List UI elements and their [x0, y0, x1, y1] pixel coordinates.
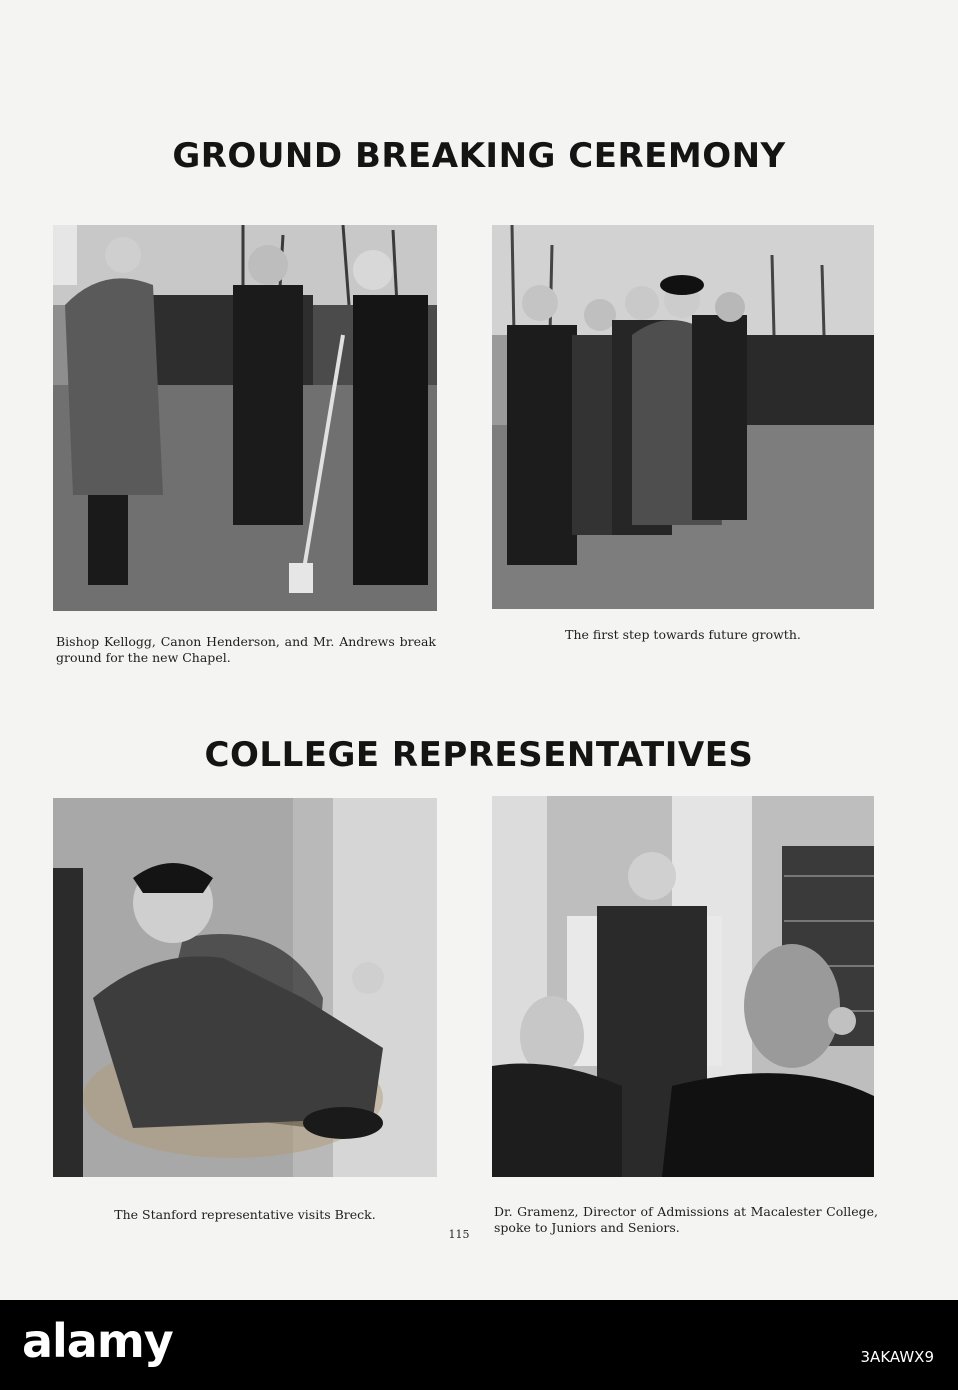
page-number: 115 [448, 1228, 470, 1241]
section-heading-ground-breaking: GROUND BREAKING CEREMONY [172, 136, 786, 176]
photo-stanford-representative [53, 798, 437, 1177]
caption-stanford-representative: The Stanford representative visits Breck. [114, 1207, 376, 1222]
section-heading-college-representatives: COLLEGE REPRESENTATIVES [204, 735, 754, 775]
stock-image-id: 3AKAWX9 [860, 1348, 934, 1366]
caption-macalester-director: Dr. Gramenz, Director of Admissions at Macalester College, spoke to Juniors and Seniors. [494, 1204, 878, 1235]
photo-ground-breaking-group [492, 225, 874, 609]
caption-ground-breaking-bishop: Bishop Kellogg, Canon Henderson, and Mr. Andrews break ground for the new Chapel. [56, 634, 436, 665]
photo-macalester-director [492, 796, 874, 1177]
caption-ground-breaking-group: The first step towards future growth. [565, 627, 801, 642]
photo-ground-breaking-bishop [53, 225, 437, 611]
watermark-logo: alamy [22, 1314, 173, 1368]
